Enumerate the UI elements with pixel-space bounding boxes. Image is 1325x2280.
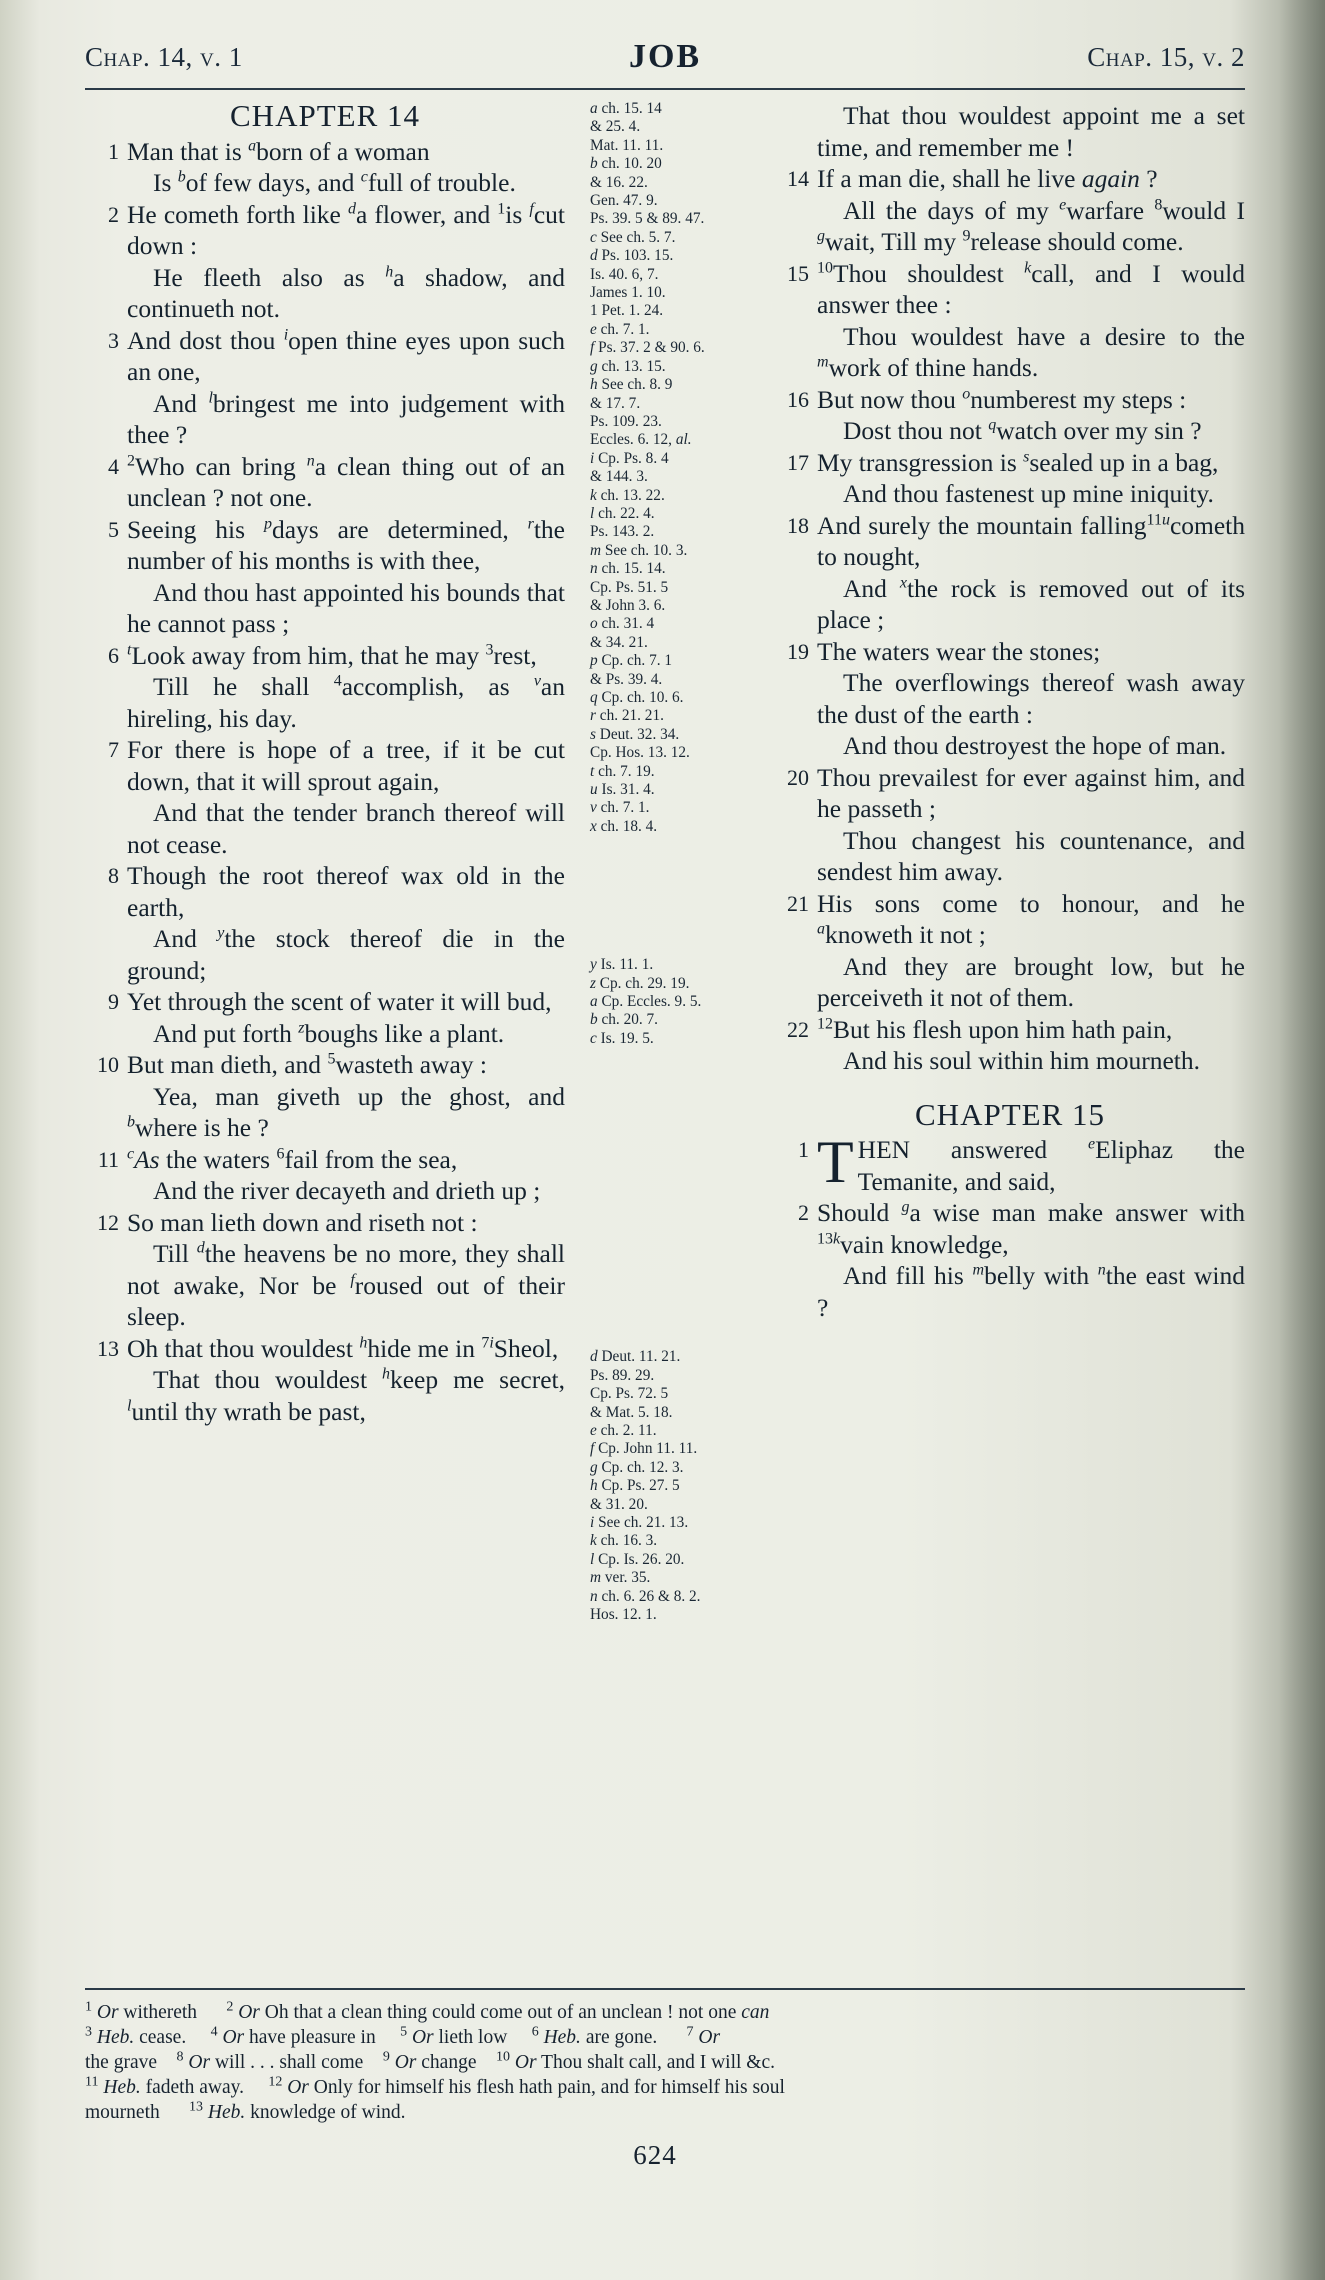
verse-number: 3 bbox=[108, 327, 119, 353]
verse-line: That thou wouldest $^h$keep me secret, $^l$until thy wrath be past, bbox=[127, 1365, 565, 1426]
footnotes-block bbox=[85, 2000, 1245, 2125]
verse-line: Thou changest his countenance, and sendest him away. bbox=[817, 825, 1245, 886]
verse bbox=[775, 510, 1245, 636]
verse bbox=[85, 325, 565, 451]
verse-line: And his soul within him mourneth. bbox=[843, 1046, 1200, 1075]
verse-line: Oh that thou wouldest $^h$hide me in $^{7i}$Sheol, bbox=[127, 1333, 559, 1363]
verse-line: Should $^g$a wise man make answer with $^{13k}$vain knowledge, bbox=[817, 1198, 1245, 1259]
reference-note: James 1. 10. bbox=[590, 284, 666, 302]
verse bbox=[85, 1144, 565, 1207]
verse-number: 9 bbox=[108, 989, 119, 1014]
reference-note: g Cp. ch. 12. 3. bbox=[590, 1458, 684, 1476]
verse-line: But now thou $^o$numberest my steps : bbox=[817, 384, 1187, 414]
verse-line: His sons come to honour, and he $^a$knoweth it not ; bbox=[817, 888, 1245, 949]
reference-note: & 17. 7. bbox=[590, 394, 641, 412]
book-title: JOB bbox=[628, 38, 702, 75]
verse-line: And dost thou $^i$open thine eyes upon such an one, bbox=[127, 325, 566, 386]
reference-note: m ver. 35. bbox=[590, 1569, 651, 1587]
reference-note: Cp. Ps. 72. 5 bbox=[590, 1385, 669, 1403]
verse bbox=[775, 1129, 1245, 1197]
verse-line: And fill his $^m$belly with $^n$the east wind ? bbox=[817, 1261, 1245, 1322]
verse-line: $^t$Look away from him, that he may $^3$rest, bbox=[127, 640, 537, 670]
running-head bbox=[85, 38, 1245, 84]
reference-note: i See ch. 21. 13. bbox=[590, 1513, 689, 1531]
reference-note: Ps. 89. 29. bbox=[590, 1366, 655, 1384]
verse-line: And thou hast appointed his bounds that he cannot pass ; bbox=[127, 577, 565, 638]
verse bbox=[775, 1014, 1245, 1077]
verse-number: 14 bbox=[787, 166, 809, 191]
verse-line: For there is hope of a tree, if it be cut down, that it will sprout again, bbox=[127, 735, 565, 796]
verse bbox=[775, 163, 1245, 258]
reference-note: b ch. 20. 7. bbox=[590, 1011, 658, 1029]
chapter-15-heading: CHAPTER 15 bbox=[915, 1096, 1105, 1132]
reference-note: Ps. 39. 5 & 89. 47. bbox=[590, 210, 705, 228]
reference-note: n ch. 6. 26 & 8. 2. bbox=[590, 1587, 701, 1605]
footnote-line: $^1$ Or withereth $^2$ Or Oh that a clean thing could come out of an unclean ! not one can bbox=[85, 1999, 770, 2023]
chapter-14-heading: CHAPTER 14 bbox=[230, 98, 420, 133]
page-body bbox=[85, 100, 1245, 1980]
verse-line: Till he shall $^4$accomplish, as $^v$an hireling, his day. bbox=[127, 672, 565, 733]
verse bbox=[775, 636, 1245, 762]
right-verse-list bbox=[775, 100, 1245, 1077]
verse bbox=[85, 451, 565, 514]
verse-line: He fleeth also as $^h$a shadow, and continueth not. bbox=[127, 262, 565, 323]
footer-rule bbox=[85, 1988, 1245, 1990]
verse-line: $^c$As the waters $^6$fail from the sea, bbox=[127, 1144, 458, 1174]
verse-number: 10 bbox=[97, 1052, 119, 1077]
verse-line: Yea, man giveth up the ghost, and $^b$where is he ? bbox=[127, 1081, 565, 1142]
footnote-line: $^3$ Heb. cease. $^4$ Or have pleasure in $^5$ Or lieth low $^6$ Heb. are gone. $^7$ Or bbox=[85, 2024, 721, 2048]
running-head-right: Chap. 15, v. 2 bbox=[1087, 42, 1245, 72]
reference-note: f Ps. 37. 2 & 90. 6. bbox=[590, 339, 705, 357]
verse-line: Man that is $^a$born of a woman bbox=[127, 136, 430, 166]
reference-note: 1 Pet. 1. 24. bbox=[590, 302, 664, 320]
verse-number: 8 bbox=[108, 863, 119, 888]
verse bbox=[85, 860, 565, 986]
verse-number: 2 bbox=[108, 201, 119, 227]
verse-number: 17 bbox=[787, 449, 809, 475]
verse-number: 18 bbox=[787, 512, 809, 538]
verse bbox=[775, 447, 1245, 510]
left-verse-list bbox=[85, 136, 565, 1428]
verse bbox=[775, 762, 1245, 888]
verse-line: And the river decayeth and drieth up ; bbox=[153, 1176, 541, 1205]
reference-note: d Ps. 103. 15. bbox=[590, 247, 674, 265]
verse-line: HEN answered $^e$Eliphaz the Temanite, and said, bbox=[857, 1135, 1245, 1196]
reference-note: t ch. 7. 19. bbox=[590, 762, 655, 780]
notes-group-top bbox=[590, 100, 745, 836]
verse-number: 15 bbox=[787, 260, 809, 286]
reference-note: Ps. 143. 2. bbox=[590, 523, 655, 541]
verse-line: And thou fastenest up mine iniquity. bbox=[843, 479, 1214, 508]
verse-line: Seeing his $^p$days are determined, $^r$the number of his months is with thee, bbox=[127, 514, 565, 575]
reference-note: Cp. Hos. 13. 12. bbox=[590, 744, 690, 762]
reference-note: h See ch. 8. 9 bbox=[590, 376, 673, 394]
verse bbox=[85, 514, 565, 640]
verse bbox=[775, 384, 1245, 447]
reference-note: Mat. 11. 11. bbox=[590, 136, 664, 154]
verse-number: 13 bbox=[97, 1335, 119, 1361]
reference-note: o ch. 31. 4 bbox=[590, 615, 655, 633]
verse-line: And $^y$the stock thereof die in the ground; bbox=[127, 924, 566, 985]
chapter15-verse-list bbox=[775, 1129, 1245, 1323]
verse bbox=[775, 1197, 1245, 1323]
reference-note: & 34. 21. bbox=[590, 633, 648, 651]
verse-line: And they are brought low, but he perceiveth it not of them. bbox=[817, 951, 1245, 1012]
verse-line: The overflowings thereof wash away the dust of the earth : bbox=[817, 668, 1245, 729]
verse bbox=[85, 1049, 565, 1144]
reference-note: a Cp. Eccles. 9. 5. bbox=[590, 993, 702, 1011]
center-reference-notes bbox=[590, 100, 745, 1624]
reference-note: Eccles. 6. 12, al. bbox=[590, 431, 692, 449]
verse-line: The waters wear the stones; bbox=[817, 636, 1101, 666]
verse-line: If a man die, shall he live again ? bbox=[817, 164, 1158, 193]
verse-line: Thou wouldest have a desire to the $^m$work of thine hands. bbox=[817, 321, 1245, 382]
verse-number: 7 bbox=[108, 737, 119, 762]
reference-note: Ps. 109. 23. bbox=[590, 412, 662, 430]
reference-note: v ch. 7. 1. bbox=[590, 799, 650, 817]
reference-note: z Cp. ch. 29. 19. bbox=[590, 974, 690, 992]
verse-number: 2 bbox=[798, 1200, 809, 1225]
verse-number: 1 bbox=[108, 138, 119, 164]
verse-number: 19 bbox=[787, 638, 809, 664]
verse-line: $^{12}$But his flesh upon him hath pain, bbox=[817, 1014, 1173, 1044]
left-text-column bbox=[85, 100, 565, 1427]
reference-note: k ch. 13. 22. bbox=[590, 486, 665, 504]
verse-number: 12 bbox=[97, 1209, 119, 1235]
verse-line: He cometh forth like $^d$a flower, and $^1$is $^f$cut down : bbox=[127, 199, 565, 260]
verse-line: Thou prevailest for ever against him, and he passeth ; bbox=[817, 762, 1245, 823]
reference-note: Gen. 47. 9. bbox=[590, 192, 658, 210]
reference-note: & 144. 3. bbox=[590, 468, 648, 486]
footnote-line: the grave $^8$ Or will . . . shall come $^9$ Or change $^{10}$ Or Thou shalt call, and I will &c. bbox=[85, 2049, 775, 2073]
reference-note: m See ch. 10. 3. bbox=[590, 541, 688, 559]
verse-line: And that the tender branch thereof will not cease. bbox=[127, 798, 565, 859]
reference-note: l Cp. Is. 26. 20. bbox=[590, 1550, 685, 1568]
reference-note: e ch. 7. 1. bbox=[590, 320, 650, 338]
reference-note: & Ps. 39. 4. bbox=[590, 670, 663, 688]
reference-note: a ch. 15. 14 bbox=[590, 100, 662, 117]
verse bbox=[85, 986, 565, 1049]
verse-line: And $^l$bringest me into judgement with thee ? bbox=[127, 388, 565, 449]
reference-note: q Cp. ch. 10. 6. bbox=[590, 689, 684, 706]
verse-number: 16 bbox=[787, 386, 809, 412]
reference-note: u Is. 31. 4. bbox=[590, 781, 655, 799]
page-gutter-shadow bbox=[1279, 0, 1325, 2280]
reference-note: p Cp. ch. 7. 1 bbox=[590, 652, 673, 670]
reference-note: & Mat. 5. 18. bbox=[590, 1403, 673, 1421]
verse bbox=[775, 258, 1245, 384]
verse-line: Yet through the scent of water it will bud, bbox=[127, 987, 552, 1016]
verse-line: And thou destroyest the hope of man. bbox=[843, 731, 1227, 760]
verse-line: Dost thou not $^q$watch over my sin ? bbox=[843, 416, 1202, 445]
right-text-column bbox=[775, 100, 1245, 1323]
verse-number: 11 bbox=[97, 1146, 119, 1172]
page-number: 624 bbox=[633, 2140, 677, 2170]
reference-note: c See ch. 5. 7. bbox=[590, 228, 676, 246]
notes-group-middle bbox=[590, 956, 745, 1048]
verse-line: And put forth $^z$boughs like a plant. bbox=[153, 1018, 505, 1048]
verse-line: $^{10}$Thou shouldest $^k$call, and I would answer thee : bbox=[817, 258, 1245, 319]
verse-number: 20 bbox=[787, 764, 809, 790]
verse-line: So man lieth down and riseth not : bbox=[127, 1207, 478, 1237]
reference-note: & 31. 20. bbox=[590, 1495, 648, 1513]
drop-cap: T bbox=[817, 1129, 854, 1195]
reference-note: e ch. 2. 11. bbox=[590, 1421, 657, 1439]
reference-note: l ch. 22. 4. bbox=[590, 504, 655, 522]
reference-note: f Cp. John 11. 11. bbox=[590, 1440, 698, 1458]
reference-note: g ch. 13. 15. bbox=[590, 357, 666, 375]
reference-note: c Is. 19. 5. bbox=[590, 1029, 654, 1047]
footnote-line: mourneth $^{13}$ Heb. knowledge of wind. bbox=[85, 2099, 406, 2123]
reference-note: x ch. 18. 4. bbox=[590, 817, 658, 835]
verse-number: 6 bbox=[108, 642, 119, 668]
verse-line: Is $^b$of few days, and $^c$full of trouble. bbox=[153, 168, 516, 197]
verse-line: Till $^d$the heavens be no more, they shall not awake, Nor be $^f$roused out of their sleep. bbox=[127, 1239, 565, 1331]
header-rule bbox=[85, 88, 1245, 90]
reference-note: d Deut. 11. 21. bbox=[590, 1348, 681, 1366]
verse-line: My transgression is $^s$sealed up in a bag, bbox=[817, 447, 1219, 477]
verse-line: And surely the mountain falling$^{11u}$cometh to nought, bbox=[817, 510, 1245, 571]
verse bbox=[85, 640, 565, 735]
reference-note: b ch. 10. 20 bbox=[590, 155, 662, 173]
verse-number: 5 bbox=[108, 516, 119, 542]
verse-number: 1 bbox=[798, 1137, 809, 1162]
verse-number: 21 bbox=[787, 890, 809, 916]
notes-group-bottom bbox=[590, 1348, 745, 1624]
verse-number: 22 bbox=[787, 1016, 809, 1042]
reference-note: Cp. Ps. 51. 5 bbox=[590, 578, 669, 596]
verse bbox=[85, 1207, 565, 1333]
verse-line: All the days of my $^e$warfare $^8$would I $^g$wait, Till my $^9$release should come. bbox=[817, 195, 1245, 256]
reference-note: k ch. 16. 3. bbox=[590, 1532, 658, 1550]
verse-number: 4 bbox=[108, 453, 119, 479]
verse bbox=[85, 734, 565, 860]
reference-note: r ch. 21. 21. bbox=[590, 707, 664, 725]
verse bbox=[775, 888, 1245, 1014]
reference-note: y Is. 11. 1. bbox=[590, 956, 654, 974]
reference-note: Is. 40. 6, 7. bbox=[590, 265, 659, 283]
verse bbox=[85, 136, 565, 199]
verse-line: And $^x$the rock is removed out of its place ; bbox=[817, 573, 1245, 634]
verse bbox=[85, 1333, 565, 1428]
reference-note: Hos. 12. 1. bbox=[590, 1605, 657, 1623]
reference-note: h Cp. Ps. 27. 5 bbox=[590, 1477, 680, 1495]
verse-line: Though the root thereof wax old in the earth, bbox=[127, 861, 565, 922]
verse bbox=[775, 100, 1245, 163]
verse-line: That thou wouldest appoint me a set time, and remember me ! bbox=[817, 101, 1245, 162]
reference-note: & 16. 22. bbox=[590, 173, 648, 191]
page-paper bbox=[30, 0, 1280, 2280]
running-head-left: Chap. 14, v. 1 bbox=[85, 42, 243, 72]
reference-note: i Cp. Ps. 8. 4 bbox=[590, 449, 669, 467]
verse bbox=[85, 199, 565, 325]
reference-note: s Deut. 32. 34. bbox=[590, 725, 680, 743]
reference-note: n ch. 15. 14. bbox=[590, 560, 666, 578]
reference-note: & John 3. 6. bbox=[590, 596, 666, 614]
footnote-line: $^{11}$ Heb. fadeth away. $^{12}$ Or Only for himself his flesh hath pain, and for himself his soul bbox=[85, 2074, 785, 2098]
reference-note: & 25. 4. bbox=[590, 118, 641, 136]
verse-line: $^2$Who can bring $^n$a clean thing out of an unclean ? not one. bbox=[127, 451, 566, 512]
verse-line: But man dieth, and $^5$wasteth away : bbox=[127, 1050, 487, 1079]
